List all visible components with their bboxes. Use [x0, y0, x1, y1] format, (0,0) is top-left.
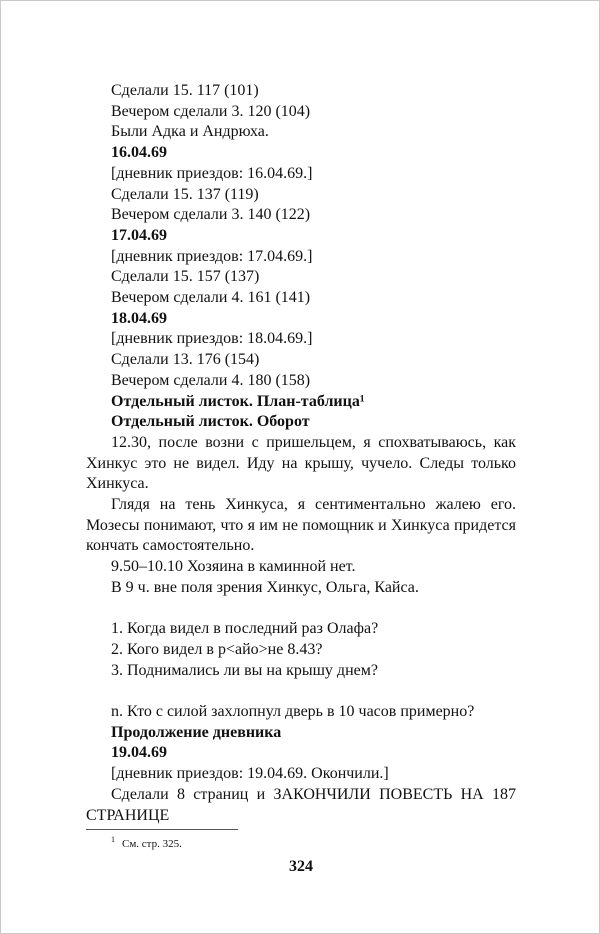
- footnote-divider: [86, 829, 238, 830]
- diary-line: Вечером сделали 3. 120 (104): [111, 102, 311, 120]
- diary-line: [дневник приездов: 19.04.69. Окончили.]: [111, 765, 389, 783]
- question-line: 2. Кого видел в р<айо>не 8.43?: [111, 640, 323, 658]
- question-line: 1. Когда видел в последний раз Олафа?: [111, 620, 379, 638]
- diary-line: Вечером сделали 4. 180 (158): [111, 371, 311, 389]
- footnote-text: См. стр. 325.: [122, 837, 182, 850]
- paragraph: Глядя на тень Хинкуса, я сентиментально жалею его. Мозесы понимают, что я им не помощник и Хинкуса придется кончать самостоятельно.: [86, 496, 516, 555]
- date-heading: 16.04.69: [111, 144, 167, 162]
- paragraph: Сделали 8 страниц и ЗАКОНЧИЛИ ПОВЕСТЬ НА 187 СТРАНИЦЕ: [86, 785, 516, 824]
- blank-line: [86, 681, 516, 702]
- question-line: n. Кто с силой захлопнул дверь в 10 часов примерно?: [111, 703, 475, 721]
- section-heading: Отдельный листок. Оборот: [111, 413, 310, 431]
- diary-line: Вечером сделали 3. 140 (122): [111, 206, 311, 224]
- page-text: [86, 81, 516, 826]
- section-heading: Продолжение дневника: [111, 723, 282, 741]
- diary-line: Вечером сделали 4. 161 (141): [111, 289, 311, 307]
- paragraph: 12.30, после возни с пришельцем, я спохватываюсь, как Хинкус это не видел. Иду на крышу, чучело. Следы только Хинкуса.: [86, 433, 516, 493]
- diary-line: В 9 ч. вне поля зрения Хинкус, Ольга, Кайса.: [111, 578, 419, 596]
- diary-line: Были Адка и Андрюха.: [111, 123, 269, 141]
- page-footer: [86, 829, 516, 877]
- section-heading: Отдельный листок. План-таблица¹: [111, 392, 365, 410]
- date-heading: 18.04.69: [111, 309, 167, 327]
- date-heading: 19.04.69: [111, 744, 167, 762]
- footnote-marker: 1: [111, 835, 115, 844]
- date-heading: 17.04.69: [111, 226, 167, 244]
- footnote: [86, 833, 516, 851]
- diary-line: [дневник приездов: 16.04.69.]: [111, 164, 313, 182]
- blank-line: [86, 599, 516, 620]
- question-line: 3. Поднимались ли вы на крышу днем?: [111, 661, 378, 679]
- diary-line: Сделали 15. 157 (137): [111, 268, 260, 286]
- diary-line: Сделали 15. 117 (101): [111, 82, 259, 99]
- diary-line: Сделали 15. 137 (119): [111, 185, 259, 203]
- diary-line: 9.50–10.10 Хозяина в каминной нет.: [111, 558, 356, 576]
- diary-line: [дневник приездов: 18.04.69.]: [111, 330, 313, 348]
- diary-line: Сделали 13. 176 (154): [111, 351, 260, 369]
- diary-line: [дневник приездов: 17.04.69.]: [111, 247, 313, 265]
- page-number: 324: [289, 857, 313, 875]
